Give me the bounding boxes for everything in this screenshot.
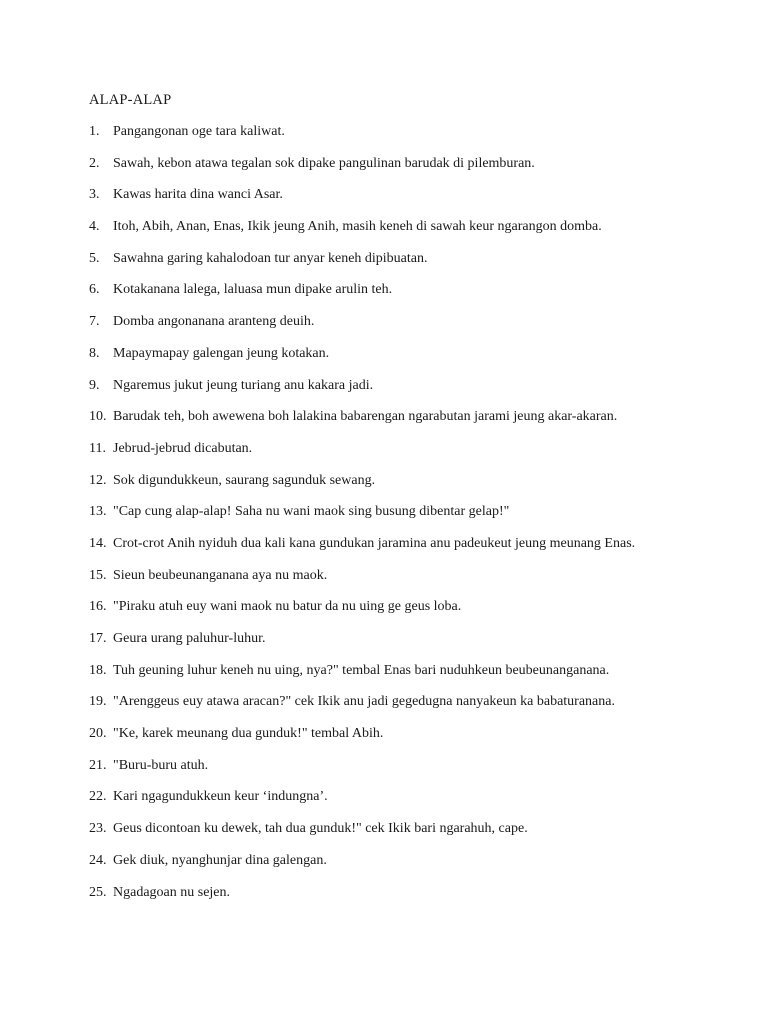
list-item bbox=[89, 568, 729, 600]
list-item-text: Jebrud-jebrud dicabutan. bbox=[113, 440, 253, 456]
list-item bbox=[89, 663, 729, 695]
list-item-text: "Piraku atuh euy wani maok nu batur da nu uing ge geus loba. bbox=[113, 599, 462, 615]
list-item bbox=[89, 599, 729, 631]
list-item bbox=[89, 853, 729, 885]
list-item-text: Kari ngagundukkeun keur ‘indungna’. bbox=[113, 789, 328, 805]
list-item bbox=[89, 378, 729, 410]
list-item-text: Sok digundukkeun, saurang sagunduk sewang. bbox=[113, 472, 376, 488]
numbered-list bbox=[89, 124, 729, 916]
list-item-number: 8. bbox=[89, 345, 100, 361]
list-item-text: Geus dicontoan ku dewek, tah dua gunduk!" cek Ikik bari ngarahuh, cape. bbox=[113, 821, 528, 837]
document-title: ALAP-ALAP bbox=[89, 92, 172, 108]
list-item-number: 2. bbox=[89, 155, 100, 171]
list-item bbox=[89, 156, 729, 188]
list-item-number: 13. bbox=[89, 504, 107, 520]
list-item bbox=[89, 631, 729, 663]
list-item-number: 3. bbox=[89, 187, 100, 203]
list-item-number: 22. bbox=[89, 789, 107, 805]
list-item-text: "Ke, karek meunang dua gunduk!" tembal Abih. bbox=[113, 726, 384, 742]
list-item-text: Sawah, kebon atawa tegalan sok dipake pangulinan barudak di pilemburan. bbox=[113, 155, 535, 171]
list-item bbox=[89, 758, 729, 790]
list-item bbox=[89, 441, 729, 473]
list-item-text: Pangangonan oge tara kaliwat. bbox=[113, 124, 285, 139]
list-item-text: Kawas harita dina wanci Asar. bbox=[113, 187, 283, 203]
list-item-text: Geura urang paluhur-luhur. bbox=[113, 631, 266, 646]
list-item bbox=[89, 314, 729, 346]
list-item bbox=[89, 885, 729, 917]
list-item bbox=[89, 187, 729, 219]
list-item-text: Ngadagoan nu sejen. bbox=[113, 884, 231, 900]
list-item-text: "Cap cung alap-alap! Saha nu wani maok sing busung dibentar gelap!" bbox=[113, 504, 510, 520]
list-item-number: 19. bbox=[89, 694, 107, 710]
list-item-text: Mapaymapay galengan jeung kotakan. bbox=[113, 345, 330, 361]
list-item-text: Ngaremus jukut jeung turiang anu kakara jadi. bbox=[113, 377, 374, 393]
list-item-text: Barudak teh, boh awewena boh lalakina babarengan ngarabutan jarami jeung akar-akaran. bbox=[113, 409, 618, 425]
list-item bbox=[89, 251, 729, 283]
list-item-text: Sawahna garing kahalodoan tur anyar keneh dipibuatan. bbox=[113, 250, 428, 266]
list-item bbox=[89, 789, 729, 821]
list-item-number: 6. bbox=[89, 282, 100, 298]
list-item-number: 1. bbox=[89, 124, 100, 139]
list-item-text: Kotakanana lalega, laluasa mun dipake arulin teh. bbox=[113, 282, 393, 298]
list-item-text: Gek diuk, nyanghunjar dina galengan. bbox=[113, 852, 327, 868]
list-item-number: 18. bbox=[89, 662, 107, 678]
list-item bbox=[89, 694, 729, 726]
list-item-text: "Arenggeus euy atawa aracan?" cek Ikik anu jadi gegedugna nanyakeun ka babaturanana. bbox=[113, 694, 615, 710]
list-item-text: Crot-crot Anih nyiduh dua kali kana gundukan jaramina anu padeukeut jeung meunang Enas. bbox=[113, 535, 636, 551]
list-item bbox=[89, 346, 729, 378]
list-item-text: Domba angonanana aranteng deuih. bbox=[113, 314, 315, 330]
list-item bbox=[89, 282, 729, 314]
list-item-text: Itoh, Abih, Anan, Enas, Ikik jeung Anih, masih keneh di sawah keur ngarangon domba. bbox=[113, 219, 602, 235]
list-item-number: 20. bbox=[89, 726, 107, 742]
list-item-number: 25. bbox=[89, 884, 107, 900]
list-item-number: 11. bbox=[89, 440, 106, 456]
list-item-number: 4. bbox=[89, 219, 100, 235]
list-item bbox=[89, 821, 729, 853]
list-item bbox=[89, 409, 729, 441]
list-item-number: 12. bbox=[89, 472, 107, 488]
list-item-number: 5. bbox=[89, 250, 100, 266]
list-item-number: 7. bbox=[89, 314, 100, 330]
list-item-number: 10. bbox=[89, 409, 107, 425]
list-item bbox=[89, 536, 729, 568]
list-item-number: 9. bbox=[89, 377, 100, 393]
list-item-number: 16. bbox=[89, 599, 107, 615]
list-item-number: 15. bbox=[89, 567, 107, 583]
list-item-number: 24. bbox=[89, 852, 107, 868]
list-item-number: 17. bbox=[89, 631, 107, 646]
list-item-text: "Buru-buru atuh. bbox=[113, 757, 209, 773]
list-item bbox=[89, 504, 729, 536]
list-item bbox=[89, 726, 729, 758]
list-item-number: 21. bbox=[89, 757, 107, 773]
list-item-text: Tuh geuning luhur keneh nu uing, nya?" tembal Enas bari nuduhkeun beubeunanganana. bbox=[113, 662, 610, 678]
list-item-number: 14. bbox=[89, 535, 107, 551]
list-item bbox=[89, 473, 729, 505]
list-item bbox=[89, 124, 729, 156]
list-item-number: 23. bbox=[89, 821, 107, 837]
list-item bbox=[89, 219, 729, 251]
list-item-text: Sieun beubeunanganana aya nu maok. bbox=[113, 567, 328, 583]
